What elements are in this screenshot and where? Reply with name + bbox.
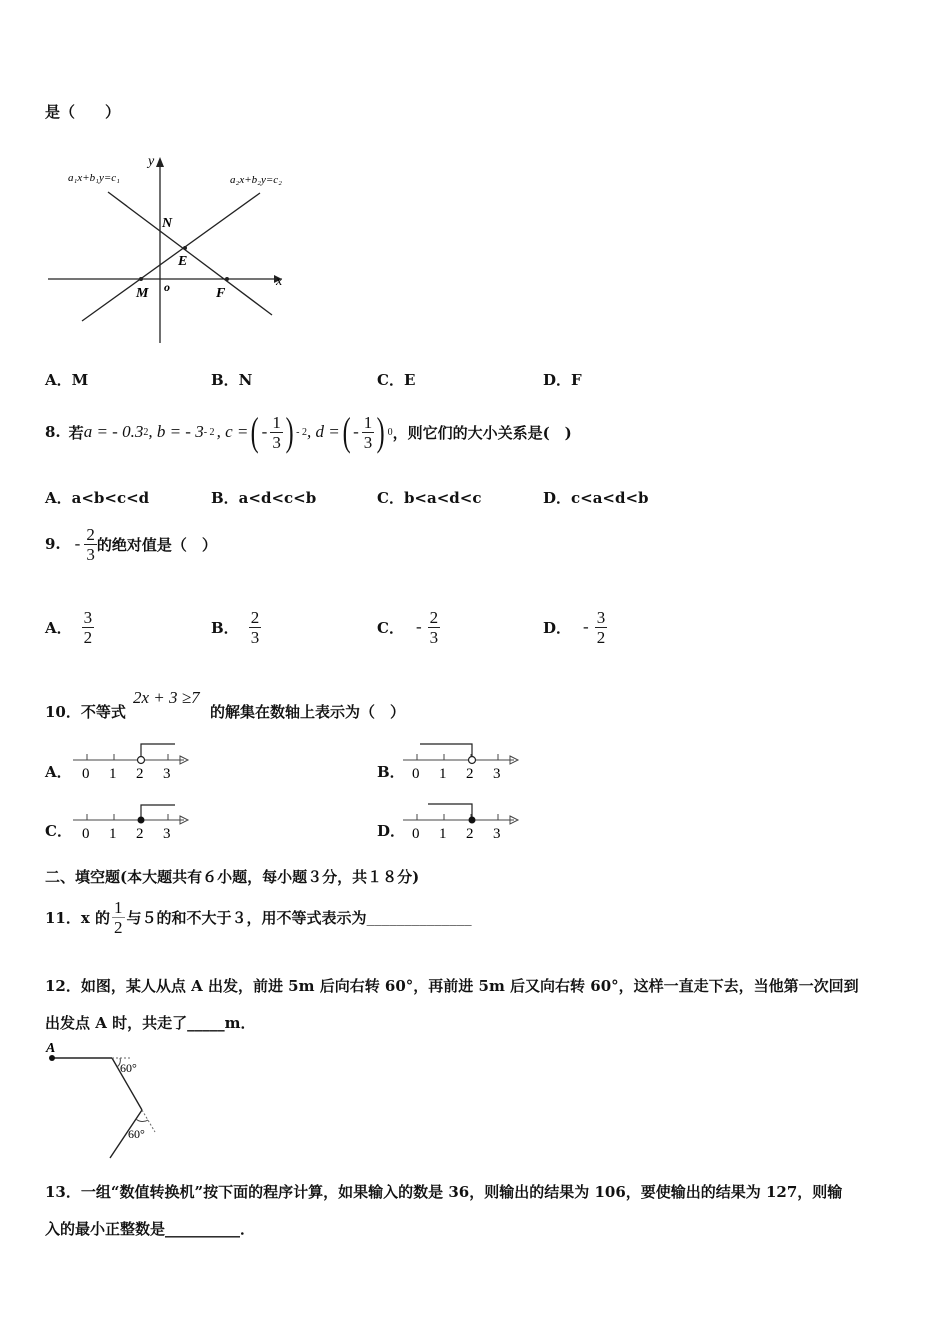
q7-option-c[interactable]: C．E	[377, 371, 416, 389]
q11-prefix: 11．x 的	[45, 908, 111, 927]
q10-option-c-label[interactable]: C．	[45, 822, 72, 840]
q8-option-a[interactable]: A．a<b<c<d	[45, 489, 150, 507]
angle-label-2: 60°	[128, 1127, 145, 1141]
q8-prefix: 若	[68, 423, 84, 442]
q8-exp-m2a: - 2	[203, 426, 215, 438]
q9-suffix: 的绝对值是（ ）	[96, 535, 217, 554]
q13-line1: 13．一组“数值转换机”按下面的程序计算，如果输入的数是 36，则输出的结果为 106，要使输出的结果为 127，则输	[45, 1183, 843, 1201]
svg-text:0: 0	[82, 826, 90, 842]
q11-blank[interactable]: ______________	[366, 908, 472, 926]
q8-expr-c: , c =	[216, 422, 249, 441]
q9-number: 9.	[45, 535, 61, 553]
line2-label: a₂x+b₂y=c₂	[230, 174, 282, 186]
point-e	[183, 246, 187, 250]
angle-label-1: 60°	[120, 1061, 137, 1075]
q7-graph	[40, 145, 300, 350]
q11-frac: $\frac{1}{2}$	[114, 897, 123, 937]
svg-text:3: 3	[163, 826, 171, 842]
q10-option-b-label[interactable]: B．	[377, 763, 405, 781]
q9-option-b-label: B．	[211, 618, 239, 637]
q9-option-d[interactable]	[543, 605, 607, 649]
q7-option-b[interactable]: B．N	[211, 371, 253, 389]
q9-option-b[interactable]	[211, 605, 261, 649]
svg-text:3: 3	[493, 826, 501, 842]
q8-paren-open-icon: (	[251, 409, 260, 454]
q8-paren-close-icon: )	[285, 409, 294, 454]
q8-suffix: ，则它们的大小关系是( )	[392, 423, 572, 442]
q10-option-a-label[interactable]: A．	[45, 763, 72, 781]
svg-text:3: 3	[493, 766, 501, 782]
q9-option-d-frac: $\frac{3}{2}$	[596, 607, 606, 647]
q9-stem	[45, 522, 217, 566]
q13-line2: 入的最小正整数是__________．	[45, 1220, 256, 1238]
line1-label: a₁x+b₁y=c₁	[68, 172, 120, 184]
f-label: F	[216, 286, 226, 301]
q9-option-a-label: A．	[45, 618, 72, 637]
q9-option-d-sign: -	[583, 617, 589, 636]
line-2	[82, 193, 260, 321]
svg-text:1: 1	[109, 766, 117, 782]
y-arrow-icon	[156, 157, 164, 167]
q10-option-d-numberline[interactable]	[400, 800, 525, 845]
svg-text:0: 0	[412, 766, 420, 782]
q9-option-c[interactable]	[377, 605, 440, 649]
q8-expr-a: a = - 0.3	[83, 422, 144, 441]
q9-minus: -	[74, 534, 81, 553]
q9-option-a-frac: $\frac{3}{2}$	[83, 607, 93, 647]
q8-d-frac: $\frac{1}{3}$	[363, 412, 373, 452]
q10-option-b-numberline[interactable]	[400, 740, 525, 785]
q10-option-c-numberline[interactable]	[70, 800, 195, 845]
q9-frac: $\frac{2}{3}$	[86, 524, 95, 564]
y-label: y	[148, 154, 155, 169]
q10-suffix: 的解集在数轴上表示为（ ）	[210, 703, 406, 721]
q8-paren-close2-icon: )	[376, 409, 385, 454]
q8-d-minus: -	[353, 422, 359, 441]
q9-option-b-frac: $\frac{2}{3}$	[250, 607, 260, 647]
q9-option-c-frac: $\frac{2}{3}$	[429, 607, 439, 647]
q12-figure	[40, 1040, 180, 1165]
svg-text:0: 0	[412, 826, 420, 842]
svg-text:1: 1	[439, 826, 447, 842]
q7-option-d[interactable]: D．F	[543, 371, 582, 389]
q8-stem	[45, 406, 572, 458]
label-a: A	[46, 1041, 56, 1056]
q8-option-b[interactable]: B．a<d<c<b	[211, 489, 317, 507]
q10-prefix: 10．不等式	[45, 703, 126, 721]
o-label: o	[164, 280, 170, 294]
q7-option-a[interactable]: A．M	[45, 371, 89, 389]
svg-text:2: 2	[136, 826, 144, 842]
q9-option-a[interactable]	[45, 605, 94, 649]
m-label: M	[136, 286, 149, 301]
q12-line2: 出发点 A 时，共走了_____m．	[45, 1014, 256, 1032]
line-1	[108, 192, 272, 315]
q8-exp-m2b: - 2	[296, 426, 308, 438]
q11-stem	[45, 893, 472, 941]
q8-expr-d: , d =	[307, 422, 340, 441]
svg-text:2: 2	[136, 766, 144, 782]
svg-text:0: 0	[82, 766, 90, 782]
svg-text:2: 2	[466, 766, 474, 782]
q9-option-d-label: D．	[543, 618, 572, 637]
q8-c-minus: -	[261, 422, 268, 441]
svg-text:3: 3	[163, 766, 171, 782]
q8-option-c[interactable]: C．b<a<d<c	[377, 489, 482, 507]
q10-inequality: 2x + 3 ≥7	[133, 688, 200, 707]
q8-exp-0: 0	[387, 426, 393, 438]
q8-c-frac: $\frac{1}{3}$	[272, 412, 281, 452]
q7-stem: 是（ ）	[45, 103, 121, 121]
q10-option-d-label[interactable]: D．	[377, 822, 406, 840]
angle-arc-2	[136, 1119, 148, 1122]
q10-option-a-numberline[interactable]	[70, 740, 195, 785]
e-label: E	[178, 254, 188, 269]
q8-option-d[interactable]: D．c<a<d<b	[543, 489, 649, 507]
point-f	[225, 277, 229, 281]
svg-text:1: 1	[109, 826, 117, 842]
q9-option-c-sign: -	[415, 617, 422, 636]
svg-text:1: 1	[439, 766, 447, 782]
q9-option-c-label: C．	[377, 618, 404, 637]
q12-line1: 12．如图，某人从点 A 出发，前进 5m 后向右转 60°，再前进 5m 后又向右转 60°，这样一直走下去，当他第一次回到	[45, 977, 859, 995]
q11-suffix: 与５的和不大于３，用不等式表示为	[126, 908, 367, 927]
q8-expr-b: , b = - 3	[148, 422, 204, 441]
q8-exp-2: 2	[143, 426, 149, 438]
q8-paren-open2-icon: (	[342, 409, 351, 454]
x-label: x	[276, 274, 283, 289]
n-label: N	[162, 216, 173, 231]
section2-title: 二、填空题(本大题共有６小题，每小题３分，共１８分)	[45, 868, 420, 886]
svg-text:2: 2	[466, 826, 474, 842]
point-m	[139, 277, 143, 281]
q8-number: 8.	[45, 423, 61, 441]
